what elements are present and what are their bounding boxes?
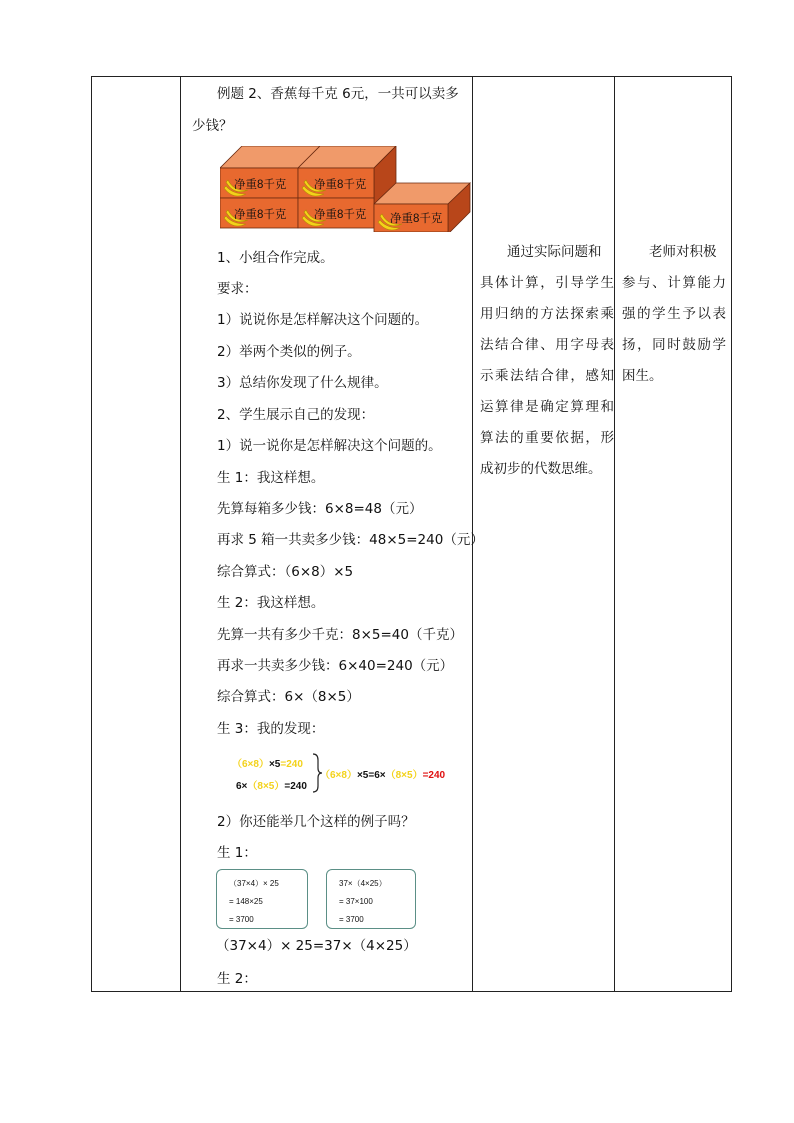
step-line: 生 2： — [217, 971, 257, 987]
formula-part: （8×5） — [247, 781, 285, 792]
box-label: 净重8千克 — [234, 179, 287, 191]
step-line: 先算每箱多少钱：6×8=48（元） — [217, 501, 423, 517]
calc-line: = 3700 — [229, 915, 254, 924]
step-line: 生 3：我的发现： — [217, 721, 325, 737]
step-line: 1、小组合作完成。 — [217, 250, 334, 266]
step-line: 综合算式：（6×8）×5 — [217, 564, 354, 580]
intent-line: 具体计算，引导学生 — [480, 275, 614, 291]
evaluation-line: 困生。 — [622, 368, 663, 384]
banana-boxes-illustration — [220, 146, 472, 232]
calc-line: 37×（4×25） — [339, 879, 387, 888]
step-line: 2）举两个类似的例子。 — [217, 344, 361, 360]
design-intent-column — [480, 237, 614, 485]
step-line: 先算一共有多少千克：8×5=40（千克） — [217, 627, 463, 643]
calc-box — [216, 869, 308, 929]
evaluation-line: 老师对积极 — [622, 244, 717, 260]
formula-part: （6×8） — [232, 759, 269, 770]
column-divider — [614, 77, 615, 991]
intent-line: 运算律是确定算理和 — [480, 399, 614, 415]
box-label: 净重8千克 — [314, 209, 367, 221]
step-line: 2、学生展示自己的发现： — [217, 407, 375, 423]
intent-line: 算法的重要依据，形 — [480, 430, 614, 446]
intent-line: 成初步的代数思维。 — [480, 461, 602, 477]
step-line: 再求一共卖多少钱：6×40=240（元） — [217, 658, 454, 674]
calc-box — [326, 869, 416, 929]
column-divider — [180, 77, 181, 991]
formula-part: （6×8） — [320, 770, 357, 781]
step-line: （37×4）× 25=37×（4×25） — [216, 938, 417, 954]
example-title-cont: 少钱？ — [192, 118, 233, 134]
evaluation-line: 强的学生予以表 — [622, 306, 726, 322]
intent-line: 用归纳的方法探索乘 — [480, 306, 614, 322]
step-line: 生 1：我这样想。 — [217, 470, 325, 486]
step-line: 2）你还能举几个这样的例子吗？ — [217, 814, 415, 830]
calc-line: （37×4）× 25 — [229, 879, 279, 888]
step-line: 再求 5 箱一共卖多少钱：48×5=240（元） — [217, 532, 484, 548]
intent-line: 法结合律、用字母表 — [480, 337, 614, 353]
intent-line: 示乘法结合律，感知 — [480, 368, 614, 384]
step-line: 生 2：我这样想。 — [217, 595, 325, 611]
formula-part: =240 — [422, 770, 446, 781]
step-line: 要求： — [217, 281, 258, 297]
step-line: 1）说说你是怎样解决这个问题的。 — [217, 312, 429, 328]
example-title: 例题 2、香蕉每千克 6元，一共可以卖多 — [217, 86, 459, 102]
formula-part: =240 — [284, 781, 307, 792]
calc-line: = 37×100 — [339, 897, 373, 906]
box-label: 净重8千克 — [390, 213, 443, 225]
step-line: 生 1： — [217, 845, 257, 861]
lesson-table — [91, 76, 732, 992]
formula-part: =240 — [280, 759, 303, 770]
evaluation-line: 扬，同时鼓励学 — [622, 337, 726, 353]
evaluation-column — [622, 237, 726, 392]
formula-part: ×5 — [268, 759, 281, 770]
formula-part: （8×5） — [385, 770, 423, 781]
step-line: 综合算式：6×（8×5） — [217, 689, 360, 705]
discovery-formula — [232, 753, 472, 793]
step-line: 3）总结你发现了什么规律。 — [217, 375, 388, 391]
formula-part: 6× — [236, 781, 248, 792]
step-line: 1）说一说你是怎样解决这个问题的。 — [217, 438, 442, 454]
intent-line: 通过实际问题和 — [480, 244, 602, 260]
calc-line: = 3700 — [339, 915, 364, 924]
formula-part: ×5=6× — [356, 770, 386, 781]
box-label: 净重8千克 — [234, 209, 287, 221]
calc-line: = 148×25 — [229, 897, 263, 906]
box-label: 净重8千克 — [314, 179, 367, 191]
evaluation-line: 参与、计算能力 — [622, 275, 726, 291]
